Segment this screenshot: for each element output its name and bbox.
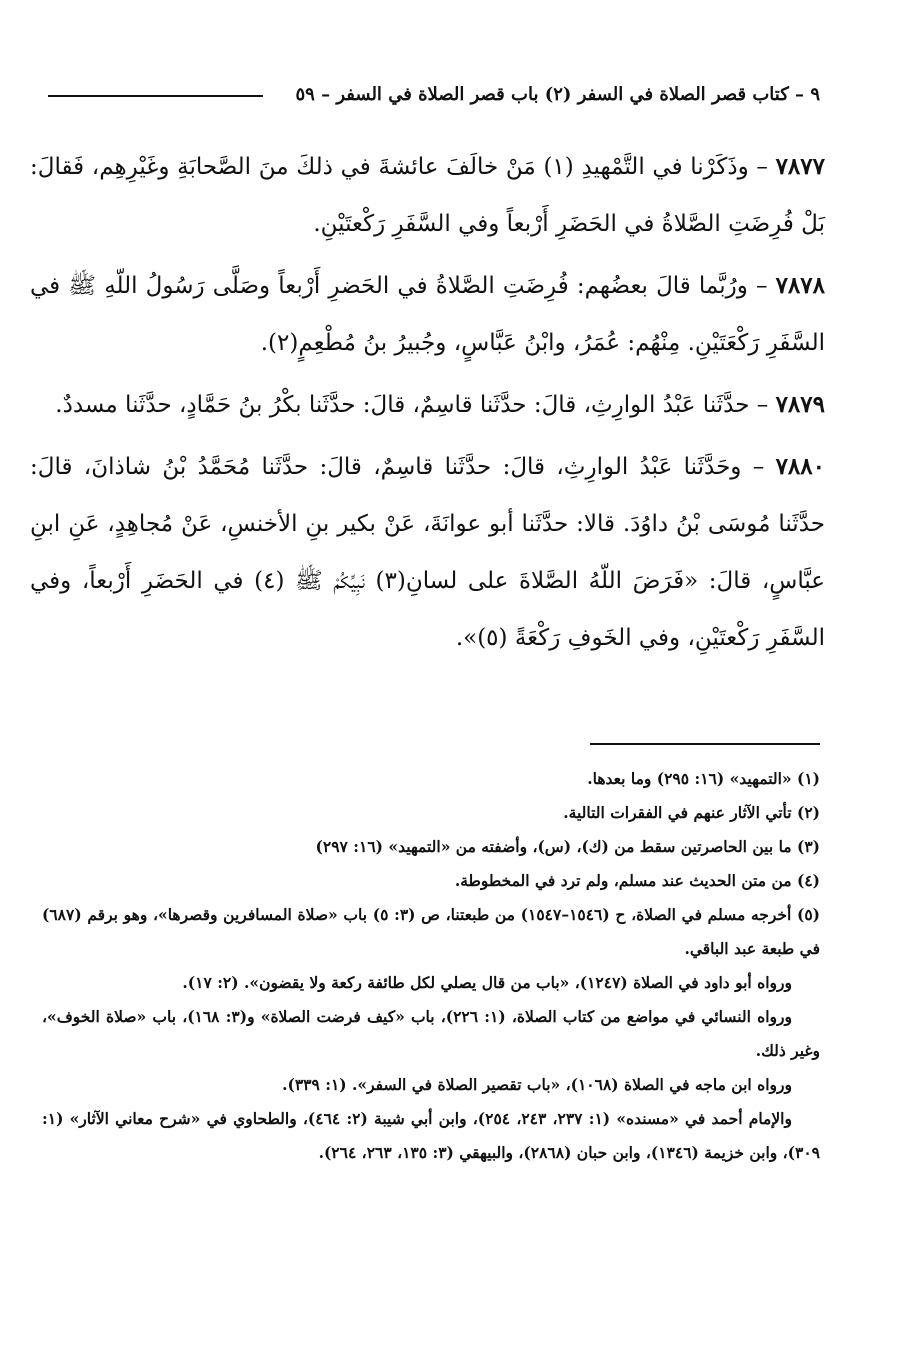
- header-rule: [48, 95, 263, 97]
- footnote-5-ibnmajah: ورواه ابن ماجه في الصلاة (١٠٦٨)، «باب تقصير الصلاة في السفر». (١: ٣٣٩).: [282, 1075, 792, 1094]
- footnote-4: (٤) من متن الحديث عند مسلم، ولم ترد في المخطوطة.: [454, 871, 820, 890]
- footnote-5-ahmad: والإمام أحمد في «مسنده» (١: ٢٣٧، ٢٤٣، ٢٥٤)، وابن أبي شيبة (٢: ٤٦٤)، والطحاوي في «شرح معاني الآثار» (١: ٣٠٩)، وابن خزيمة (١٣٤٦)، وابن حبان (٢٨٦٨)، والبيهقي (٣: ١٣٥، ٢٦٣، ٢٦٤).: [42, 1109, 820, 1162]
- footnote-5: (٥) أخرجه مسلم في الصلاة، ح (١٥٤٦–١٥٤٧) من طبعتنا، ص (٣: ٥) باب «صلاة المسافرين وقصرها»، وهو برقم (٦٨٧) في طبعة عبد الباقي.: [42, 905, 820, 958]
- paragraph-text: – حدَّثَنا عَبْدُ الوارِثِ، قالَ: حدَّثَنا قاسِمٌ، قالَ: حدَّثَنا بكْرُ بنُ حَمَّادٍ، حدَّثَنا مسددٌ.: [55, 392, 776, 418]
- footnote-divider: [590, 743, 820, 745]
- running-header-text: ٩ – كتاب قصر الصلاة في السفر (٢) باب قصر الصلاة في السفر – ٥٩: [295, 84, 820, 105]
- paragraph-text: – ورُبَّما قالَ بعضُهم: فُرِضَتِ الصَّلاةُ في الحَضرِ أَرْبعاً وصَلَّى رَسُولُ اللّهِ ﷺ في السَّفَرِ رَكْعَتَيْنِ. مِنْهُم: عُمَرُ، وابْنُ عَبَّاسٍ، وجُبيرُ بنُ مُطْعِمٍ(٢).: [30, 273, 825, 356]
- footnote-5-abudawud: ورواه أبو داود في الصلاة (١٢٤٧)، «باب من قال يصلي لكل طائفة ركعة ولا يقضون». (٢: ١٧).: [182, 973, 792, 992]
- paragraph-number: ٧٨٧٩: [775, 391, 825, 418]
- paragraph-7878: [30, 257, 825, 372]
- paragraph-text: – وحَدَّثَنا عَبْدُ الوارِثِ، قالَ: حدَّثَنا قاسِمٌ، قالَ: حدَّثَنا مُحَمَّدُ بْنُ شاذانَ، قالَ: حدَّثَنا مُوسَى بْنُ داوُدَ. قالا: حدَّثَنا أبو عوانَةَ، عَنْ بكير بنِ الأخنسِ، عَنْ مُجاهِدٍ، عَنِ ابنِ عبَّاسٍ، قالَ: «فَرَضَ اللّهُ الصَّلاةَ على لسانِ(٣) نَبِيِّكُمْ ﷺ (٤) في الحَضَرِ أَرْبعاً، وفي السَّفَرِ رَكْعتَيْنِ، وفي الخَوفِ رَكْعَةً (٥)».: [30, 454, 825, 651]
- paragraph-number: ٧٨٧٧: [775, 153, 825, 180]
- paragraph-number: ٧٨٧٨: [775, 272, 825, 299]
- footnote-2: (٢) تأتي الآثار عنهم في الفقرات التالية.: [563, 803, 820, 822]
- paragraph-number: ٧٨٨٠: [775, 453, 825, 480]
- paragraph-text: – وذَكَرْنا في التَّمْهيدِ (١) مَنْ خالَفَ عائشةَ في ذلكَ منَ الصَّحابَةِ وغَيْرِهِم، فَقالَ: بَلْ فُرِضَتِ الصَّلاةُ في الحَضَرِ أَرْبعاً وفي السَّفَرِ رَكْعتَيْنِ.: [30, 154, 825, 237]
- footnotes: [42, 762, 820, 1170]
- footnote-3: (٣) ما بين الحاصرتين سقط من (ك)، (س)، وأضفته من «التمهيد» (١٦: ٢٩٧): [315, 837, 820, 856]
- footnote-5-nasai: ورواه النسائي في مواضع من كتاب الصلاة، (١: ٢٢٦)، باب «كيف فرضت الصلاة» و(٣: ١٦٨)، باب «صلاة الخوف»، وغير ذلك.: [42, 1007, 820, 1060]
- footnote-1: (١) «التمهيد» (١٦: ٢٩٥) وما بعدها.: [587, 769, 820, 788]
- paragraph-7877: [30, 138, 825, 253]
- paragraph-7879: [30, 376, 825, 434]
- running-header: [30, 78, 820, 118]
- paragraph-7880: [30, 438, 825, 667]
- main-text: [30, 138, 825, 671]
